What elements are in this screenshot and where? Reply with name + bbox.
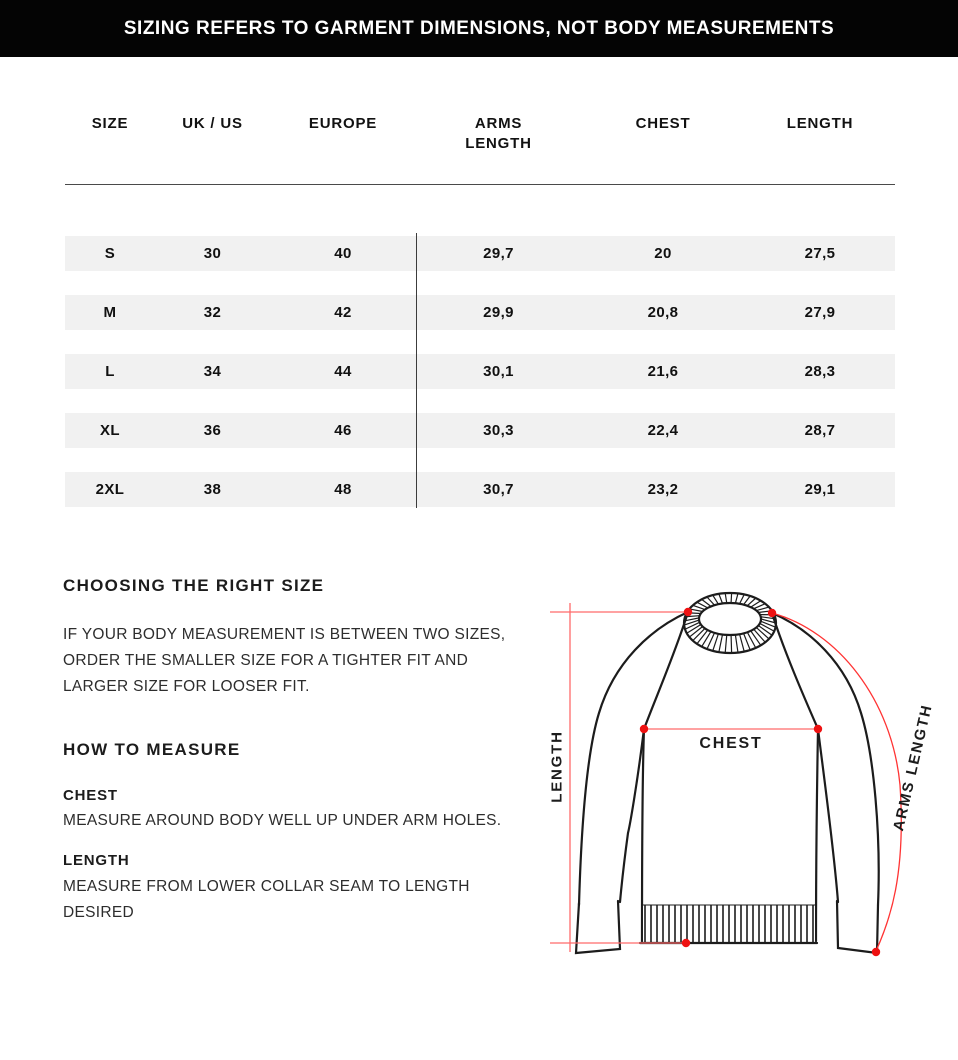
cell-length: 28,7 (804, 422, 836, 439)
column-header-uk-us: UK / US (182, 115, 243, 132)
choosing-size-body: IF YOUR BODY MEASUREMENT IS BETWEEN TWO SIZES, ORDER THE SMALLER SIZE FOR A TIGHTER FIT AND LARGER SIZE FOR LOOSER FIT. (63, 626, 506, 695)
cell-europe: 48 (334, 481, 352, 498)
diagram-arms-length-label: ARMS LENGTH (890, 702, 936, 833)
cell-arms-length: 29,7 (483, 245, 514, 262)
column-header-chest: CHEST (635, 115, 691, 132)
cell-size: M (103, 304, 117, 321)
cell-size: XL (100, 422, 120, 439)
diagram-length-label: LENGTH (548, 730, 566, 803)
cell-chest: 22,4 (647, 422, 679, 439)
table-row-m (65, 295, 895, 330)
measure-chest-text: MEASURE AROUND BODY WELL UP UNDER ARM HOLES. (63, 812, 502, 829)
cell-europe: 42 (334, 304, 352, 321)
measurement-lines (550, 603, 901, 956)
cell-uk-us: 36 (203, 422, 222, 439)
cell-arms-length: 30,3 (483, 422, 514, 439)
column-header-europe: EUROPE (308, 115, 378, 132)
cell-uk-us: 32 (203, 304, 222, 321)
cell-length: 27,9 (804, 304, 836, 321)
size-table-body (65, 236, 895, 531)
header-divider-rule (65, 184, 895, 185)
diagram-chest-label: CHEST (699, 735, 763, 752)
column-header-length: LENGTH (786, 115, 854, 132)
column-header-arms-length: ARMS LENGTH (465, 115, 532, 152)
measure-chest-label: CHEST (63, 787, 118, 804)
cell-length: 29,1 (804, 481, 836, 498)
column-header-size: SIZE (91, 115, 129, 132)
cell-length: 28,3 (804, 363, 836, 380)
size-table-header (65, 114, 895, 154)
how-to-measure-heading: HOW TO MEASURE (63, 740, 241, 759)
sizing-disclaimer-banner (0, 0, 958, 57)
cell-size: S (104, 245, 116, 262)
cell-arms-length: 30,1 (483, 363, 514, 380)
cell-arms-length: 30,7 (483, 481, 514, 498)
sizing-disclaimer-text: SIZING REFERS TO GARMENT DIMENSIONS, NOT BODY MEASUREMENTS (123, 17, 835, 39)
cell-uk-us: 38 (203, 481, 222, 498)
cell-chest: 20 (654, 245, 672, 262)
cell-chest: 21,6 (647, 363, 679, 380)
cell-europe: 46 (334, 422, 352, 439)
measure-length-label: LENGTH (63, 852, 130, 869)
table-row-l (65, 354, 895, 389)
cell-size: L (105, 363, 115, 380)
cell-uk-us: 34 (203, 363, 222, 380)
measure-length-text: MEASURE FROM LOWER COLLAR SEAM TO LENGTH DESIRED (63, 878, 470, 921)
table-row-s (65, 236, 895, 271)
choosing-size-heading: CHOOSING THE RIGHT SIZE (63, 576, 325, 595)
cell-chest: 23,2 (647, 481, 679, 498)
sweater-measurement-diagram (540, 585, 958, 985)
cell-uk-us: 30 (203, 245, 222, 262)
table-column-divider (416, 233, 417, 508)
cell-size: 2XL (95, 481, 125, 498)
cell-europe: 44 (334, 363, 352, 380)
cell-arms-length: 29,9 (483, 304, 514, 321)
cell-chest: 20,8 (647, 304, 679, 321)
table-row-2xl (65, 472, 895, 507)
cell-europe: 40 (334, 245, 352, 262)
cell-length: 27,5 (804, 245, 836, 262)
table-row-xl (65, 413, 895, 448)
